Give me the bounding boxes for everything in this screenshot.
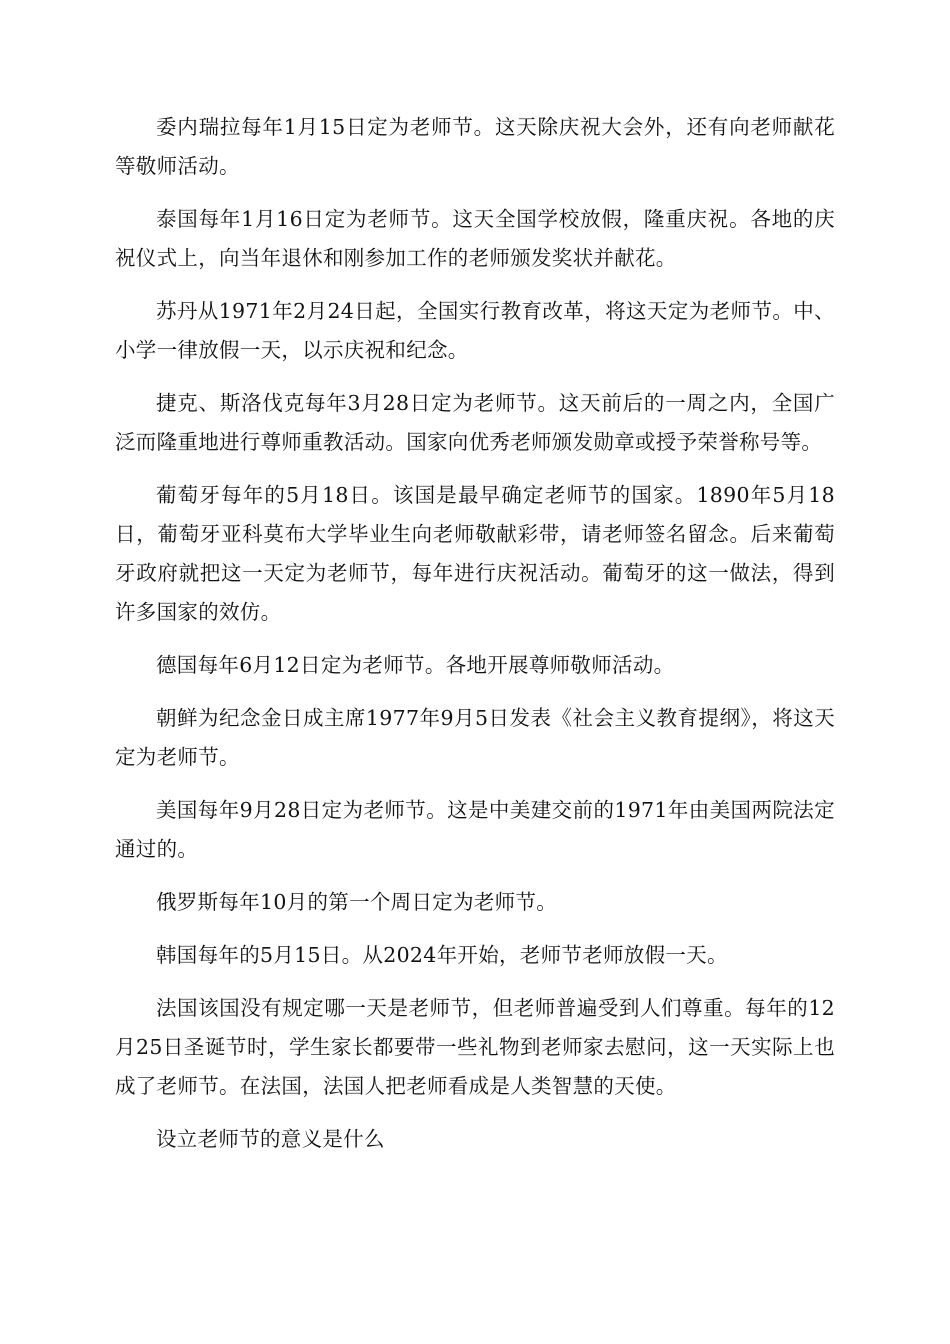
paragraph-russia: 俄罗斯每年10月的第一个周日定为老师节。 — [156, 890, 558, 914]
paragraph-thailand: 泰国每年1月16日定为老师节。这天全国学校放假，隆重庆祝。各地的庆祝仪式上，向当年退休和刚参加工作的老师颁发奖状并献花。 — [115, 207, 835, 270]
paragraph-north-korea: 朝鲜为纪念金日成主席1977年9月5日发表《社会主义教育提纲》，将这天定为老师节。 — [115, 706, 835, 769]
paragraph-germany: 德国每年6月12日定为老师节。各地开展尊师敬师活动。 — [156, 653, 675, 677]
document-body — [115, 108, 835, 1173]
paragraph-sudan: 苏丹从1971年2月24日起，全国实行教育改革，将这天定为老师节。中、小学一律放假一天，以示庆祝和纪念。 — [115, 299, 835, 362]
paragraph-portugal: 葡萄牙每年的5月18日。该国是最早确定老师节的国家。1890年5月18日，葡萄牙亚科莫布大学毕业生向老师敬献彩带，请老师签名留念。后来葡萄牙政府就把这一天定为老师节，每年进行庆祝活动。葡萄牙的这一做法，得到许多国家的效仿。 — [115, 483, 835, 624]
paragraph-south-korea: 韩国每年的5月15日。从2024年开始，老师节老师放假一天。 — [156, 943, 728, 967]
section-heading: 设立老师节的意义是什么 — [156, 1127, 385, 1151]
paragraph-czech-slovakia: 捷克、斯洛伐克每年3月28日定为老师节。这天前后的一周之内，全国广泛而隆重地进行尊师重教活动。国家向优秀老师颁发勋章或授予荣誉称号等。 — [115, 391, 835, 454]
paragraph-usa: 美国每年9月28日定为老师节。这是中美建交前的1971年由美国两院法定通过的。 — [115, 798, 835, 861]
paragraph-france: 法国该国没有规定哪一天是老师节，但老师普遍受到人们尊重。每年的12月25日圣诞节时，学生家长都要带一些礼物到老师家去慰问，这一天实际上也成了老师节。在法国，法国人把老师看成是人类智慧的天使。 — [115, 996, 835, 1098]
paragraph-venezuela: 委内瑞拉每年1月15日定为老师节。这天除庆祝大会外，还有向老师献花等敬师活动。 — [115, 115, 835, 178]
